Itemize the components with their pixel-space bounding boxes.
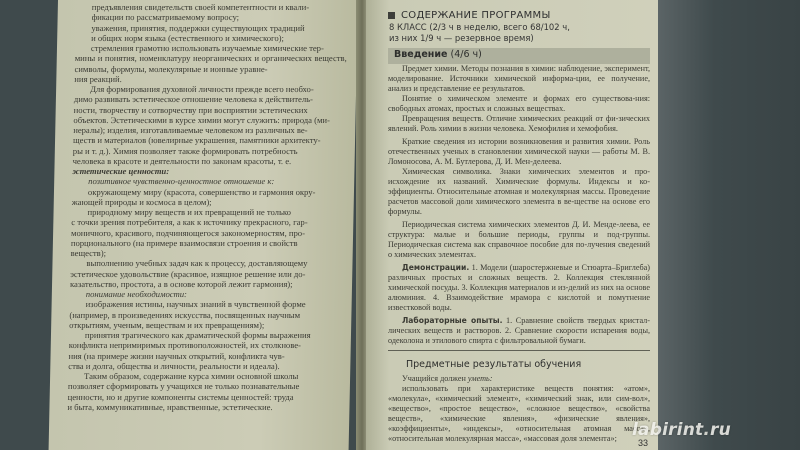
watermark-tld: ru	[710, 420, 731, 440]
right-page-body	[388, 64, 650, 260]
lab-label: Лабораторные опыты.	[402, 316, 503, 325]
right-paragraph: Предмет химии. Методы познания в химии: наблюдение, эксперимент, моделирование. Источники химической информа-ции, ее получение, анализ и представление ее результатов.	[388, 64, 650, 93]
left-paragraph: ности, творчеству и сотворчеству при восприятии эстетических	[73, 104, 308, 115]
left-paragraph: и быта, коммуникативные, нравственные, эстетические.	[67, 401, 273, 412]
left-paragraph: веществ);	[70, 248, 107, 258]
left-paragraph: окружающему миру (красота, совершенство и гармония окру-	[87, 186, 316, 197]
watermark-logo	[632, 420, 731, 440]
results-title: Предметные результаты обучения	[406, 359, 582, 370]
left-paragraph: объектов. Эстетическими в курсе химии могут служить: природа (ми-	[73, 114, 331, 125]
left-paragraph: ценности, но и другие компоненты системы ценностей: труда	[67, 391, 294, 402]
left-paragraph: порционального (на примере взаимосвязи строения и свойств	[70, 237, 298, 248]
left-paragraph: природному миру веществ и их превращений не только	[87, 207, 292, 217]
watermark-dot: .	[703, 420, 711, 440]
left-paragraph: понимание необходимости:	[85, 289, 188, 299]
right-page-content	[388, 10, 650, 444]
left-paragraph: позитивное чувственно-ценностное отношение к:	[88, 176, 275, 187]
left-paragraph: принятия трагического как драматической формы выражения	[84, 330, 311, 340]
left-paragraph: с точки зрения потребителя, а как к источнику прекрасного, гар-	[71, 217, 308, 228]
left-paragraph: ществ и материалов (ювелирные украшения, памятники архитекту-	[72, 135, 321, 146]
intro-heading-box	[388, 48, 650, 64]
left-paragraph: человека в красоте и деятельности по законам красоты, т. е.	[72, 155, 292, 166]
right-paragraph: Периодическая система химических элементов Д. И. Менде-леева, ее структура: малые и большие периоды, группы и под-группы. Периодическая система как справочное пособие для по-лучения сведений о химических элементах.	[388, 220, 650, 259]
section-divider	[388, 350, 650, 351]
left-paragraph: и общих норм языка (естественного и химического);	[91, 32, 285, 43]
left-page	[49, 0, 358, 450]
right-paragraph: Понятие о химическом элементе и формах его существова-ния: свободных атомах, простых и сложных веществах.	[388, 94, 650, 113]
watermark-brand: labirint	[632, 420, 704, 440]
section-heading	[388, 10, 650, 21]
left-paragraph: нералы); изделия, изготавливаемые человеком из различных ве-	[73, 125, 308, 135]
left-paragraph: уважения, принятия, поддержки существующих традиций	[91, 22, 305, 33]
student-must: уметь:	[467, 374, 493, 383]
student-intro: Учащийся должен	[402, 374, 468, 383]
left-paragraph: жающей природы и космоса в целом);	[71, 196, 212, 207]
background-shadow	[658, 0, 800, 450]
left-paragraph: эстетические ценности:	[72, 166, 170, 176]
left-paragraph: эстетическое удовольствие (красивое, изящное решение или до-	[70, 268, 306, 279]
left-paragraph: фикации по рассматриваемому вопросу;	[91, 12, 240, 23]
left-page-text	[67, 2, 348, 412]
left-paragraph: ния реакций.	[74, 73, 122, 84]
page-number: 33	[637, 438, 648, 448]
results-text: использовать при характеристике веществ понятия: «атом», «молекула», «химический элемент», «химический знак, или сим-вол», «вещество», «простое вещество», «сложное вещество», «свойства веществ», «химические явления», «физические явления», «коэффициенты», «индексы», «относительная атомная масса», «относительная молекулярная масса», «массовая доля элемента»;	[388, 384, 650, 443]
left-paragraph: Для формирования духовной личности прежде всего необхо-	[90, 84, 314, 94]
left-paragraph: ства и долга, общества и личности, реальности и идеала).	[68, 360, 280, 371]
left-paragraph: открытиям, ученым, веществам и их превращениям);	[69, 319, 265, 330]
right-paragraph: Превращения веществ. Отличие химических реакций от фи-зических явлений. Роль химии в жизни человека. Хемофилия и хемофобия.	[388, 114, 650, 133]
results-block	[388, 374, 650, 444]
intro-hours: (4/6 ч)	[450, 49, 482, 60]
left-paragraph: стремления грамотно использовать изучаемые химические тер-	[90, 43, 324, 53]
left-paragraph: моничного, красивого, подчиняющегося закономерностям, про-	[71, 227, 306, 238]
left-paragraph: казательство, простота, а в основе которой лежит гармония);	[69, 278, 293, 289]
class-hours-line-1: 8 КЛАСС (2/3 ч в неделю, всего 68/102 ч,	[389, 22, 570, 32]
right-paragraph: Химическая символика. Знаки химических элементов и про-исхождение их названий. Химические формулы. Индексы и ко-эффициенты. Относительные атомная и молекулярная массы. Проведение расчетов массовой доли химического элемента в ве-ществе на основе его формулы.	[388, 167, 650, 216]
left-paragraph: позволяет сформировать у учащихся не только познавательные	[67, 381, 300, 392]
left-paragraph: (например, в произведениях искусства, посвященных научным	[69, 309, 301, 320]
left-paragraph: мины и понятия, номенклатуру неорганических и органических веществ, символы, формулы, молекулярные и ионные уравне-	[74, 53, 347, 74]
demo-label: Демонстрации.	[402, 263, 470, 272]
lab-text: 1. Сравнение свойств твердых кристал-лических веществ и растворов. 2. Сравнение скорости испарения воды, одеколона и этилового спирта с фильтровальной бумаги.	[388, 316, 650, 345]
left-paragraph: изображения истины, научных знаний в чувственной форме	[85, 299, 306, 310]
student-intro-paragraph	[388, 374, 650, 384]
demo-block	[388, 263, 650, 346]
section-title: СОДЕРЖАНИЕ ПРОГРАММЫ	[401, 10, 551, 21]
left-paragraph: Таким образом, содержание курса химии основной школы	[84, 371, 299, 381]
right-page	[366, 0, 658, 450]
left-paragraph: конфликта непримиримых противоположностей, их столкнове-	[68, 340, 302, 351]
left-paragraph: ния (на примере жизни научных открытий, конфликта чув-	[68, 350, 285, 361]
lab-paragraph	[388, 316, 650, 346]
left-paragraph: предъявления свидетельств своей компетентности и квали-	[91, 2, 310, 12]
left-paragraph: димо развивать эстетическое отношение человека к действитель-	[73, 94, 314, 105]
intro-title: Введение	[394, 49, 448, 60]
demo-paragraph	[388, 263, 650, 313]
right-paragraph: Краткие сведения из истории возникновения и развития химии. Роль отечественных ученых в становлении химической науки — работы М. В. Ломоносова, А. М. Бутлерова, Д. И. Мен-делеева.	[388, 137, 650, 166]
class-hours-line-2: из них 1/9 ч — резервное время)	[389, 32, 534, 43]
left-paragraph: ры и т. д.). Химия позволяет также формировать потребность	[72, 145, 298, 156]
left-paragraph: выполнению учебных задач как к процессу, доставляющему	[86, 258, 308, 269]
demo-text: 1. Модели (шаростержневые и Стюарта–Бриглеба) различных простых и сложных веществ. 2. Коллекция стеклянной химической посуды. 3. Коллекция материалов и из-делий из них на основе алюминия. 4. Взаимодействие мрамора с кислотой и помутнение известковой воды.	[388, 263, 650, 312]
square-bullet-icon	[388, 12, 395, 19]
